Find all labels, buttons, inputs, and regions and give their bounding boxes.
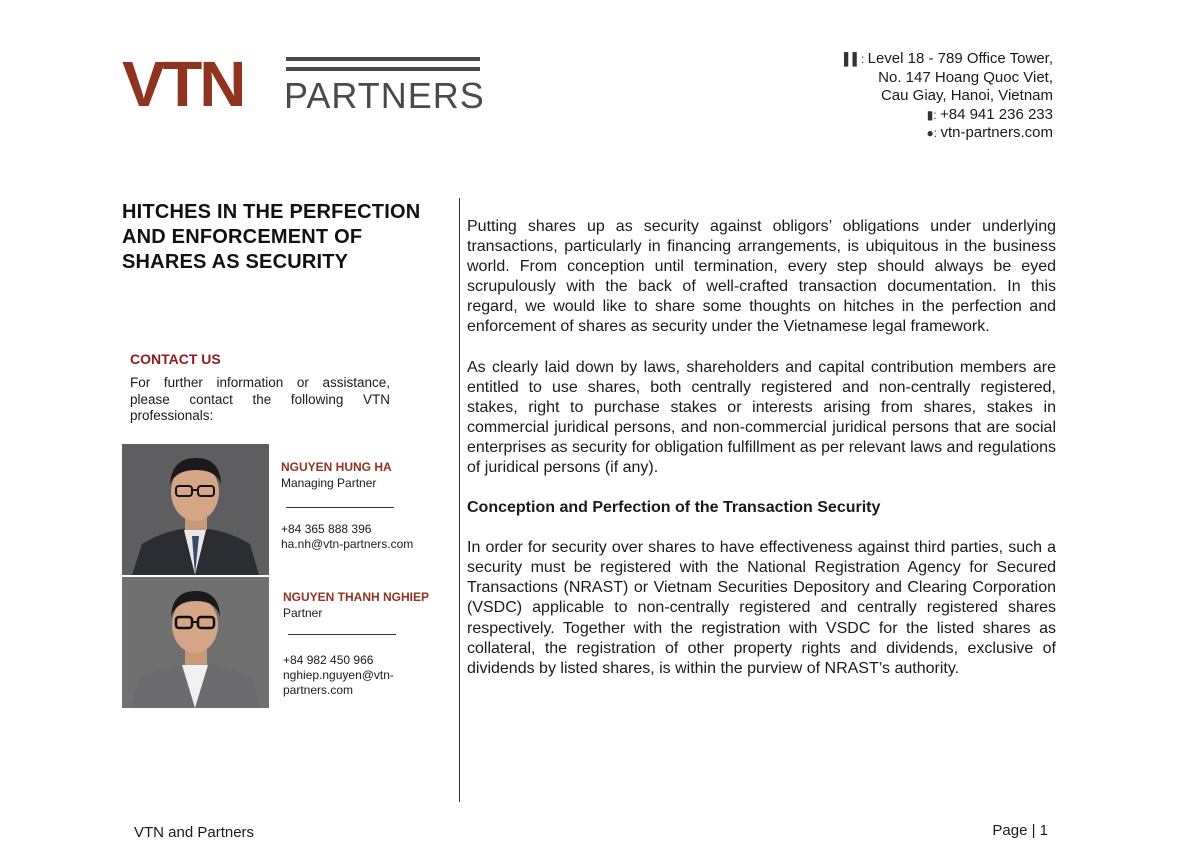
contact-intro: For further information or assistance, please contact the following VTN professionals: (130, 375, 390, 423)
person-phone: +84 982 450 966 (283, 653, 374, 667)
person-contact (283, 653, 394, 698)
person-name: NGUYEN THANH NGHIEP (283, 590, 430, 604)
separator-line (288, 634, 396, 635)
logo-stripe (286, 57, 480, 61)
person-email-cont[interactable]: partners.com (283, 683, 354, 697)
body-paragraph: As clearly laid down by laws, shareholders and capital contribution members are entitled to use shares, both centrally registered and non-centrally registered, stakes, right to purchase stakes or interests arising from shares, stakes in commercial juridical persons, and non-commercial juridical persons that are social enterprises as security for obligation fulfillment as per relevant laws and regulations of juridical persons (if any). (467, 358, 1056, 477)
phone-icon: ▮: (926, 107, 940, 122)
address-line: Cau Giay, Hanoi, Vietnam (880, 87, 1053, 104)
logo-stripe (286, 67, 480, 71)
globe-icon: ●: (926, 126, 941, 140)
column-divider (459, 198, 460, 802)
address-website[interactable]: ●: vtn-partners.com (926, 124, 1053, 141)
person-contact (281, 522, 413, 552)
person-photo (122, 577, 269, 708)
page-number: Page | 1 (992, 822, 1048, 839)
section-heading: Conception and Perfection of the Transaction Security (467, 499, 881, 517)
logo-partners-text: PARTNERS (284, 75, 485, 116)
person-role: Partner (283, 606, 323, 620)
person-email[interactable]: nghiep.nguyen@vtn- (283, 668, 394, 682)
address-phone: ▮: +84 941 236 233 (926, 105, 1053, 123)
person-role: Managing Partner (281, 476, 377, 490)
body-paragraph: Putting shares up as security against obligors’ obligations under underlying transactions, particularly in financing arrangements, is ubiquitous in the business world. From conception until termination, every step should always be eyed scrupulously with the back of well-crafted transaction documentation. In this regard, we would like to share some thoughts on hitches in the perfection and enforcement of shares as security under the Vietnamese legal framework. (467, 218, 1056, 336)
address-line: No. 147 Hoang Quoc Viet, (878, 68, 1053, 86)
separator-line (286, 507, 394, 508)
contact-heading: CONTACT US (130, 351, 221, 367)
address-line: ▌▌: Level 18 - 789 Office Tower, (843, 50, 1053, 67)
office-address (844, 50, 1053, 143)
person-name: NGUYEN HUNG HA (281, 460, 392, 474)
building-icon: ▌▌: (843, 52, 868, 66)
person-email[interactable]: ha.nh@vtn-partners.com (281, 537, 414, 551)
company-logo (122, 48, 485, 120)
person-phone: +84 365 888 396 (281, 522, 372, 536)
article-title: HITCHES IN THE PERFECTION AND ENFORCEMENT OF SHARES AS SECURITY (122, 201, 421, 273)
logo-vtn-text: VTN (122, 48, 244, 120)
article-body (467, 217, 1056, 699)
body-paragraph: In order for security over shares to have effectiveness against third parties, such a security must be registered with the National Registration Agency for Secured Transactions (NRAST) or Vietnam Securities Depository and Clearing Corporation (VSDC) applicable to non-centrally registered and centrally registered shares respectively. Together with the registration with VSDC for the listed shares as collateral, the registration of other property rights and dividends, exclusive of dividends by listed shares, is within the purview of NRAST’s authority. (467, 539, 1056, 677)
person-photo (122, 444, 269, 575)
footer-company: VTN and Partners (134, 824, 255, 841)
